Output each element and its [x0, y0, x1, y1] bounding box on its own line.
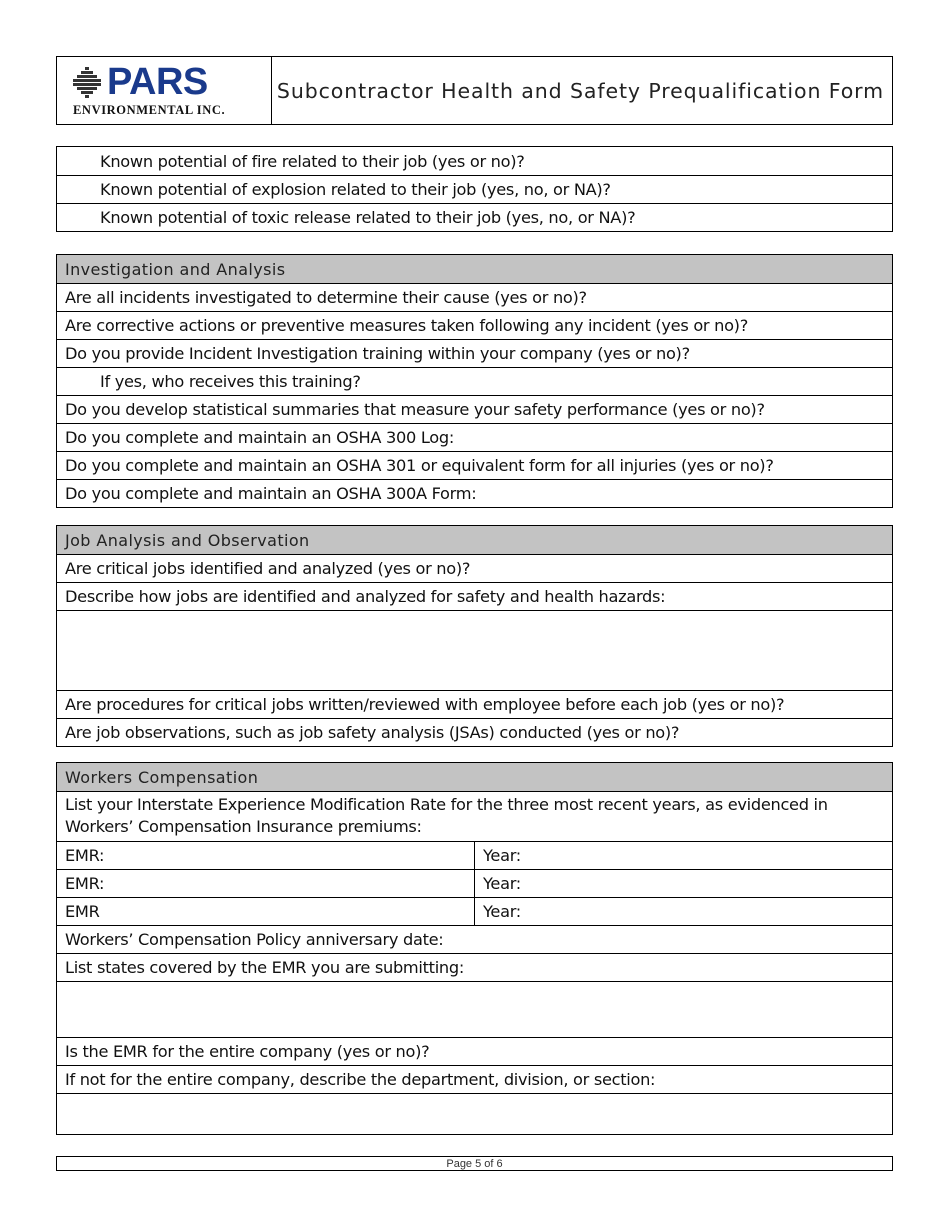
pars-logo-icon — [71, 66, 107, 102]
question-row[interactable]: Are critical jobs identified and analyzed (yes or no)? — [57, 554, 892, 582]
question-row[interactable]: Do you provide Incident Investigation training within your company (yes or no)? — [57, 339, 892, 367]
emr-field[interactable]: EMR: — [57, 842, 475, 869]
question-row[interactable]: Are job observations, such as job safety analysis (JSAs) conducted (yes or no)? — [57, 718, 892, 746]
section-heading: Investigation and Analysis — [57, 255, 892, 283]
question-row[interactable]: Do you complete and maintain an OSHA 301 or equivalent form for all injuries (yes or no)? — [57, 451, 892, 479]
year-field[interactable]: Year: — [483, 874, 521, 893]
investigation-section — [56, 254, 893, 508]
workers-comp-section — [56, 762, 893, 1135]
question-row[interactable]: If not for the entire company, describe the department, division, or section: — [57, 1065, 892, 1093]
company-logo — [57, 57, 272, 124]
logo-name: PARS — [107, 61, 208, 103]
emr-field[interactable]: EMR: — [57, 870, 475, 897]
question-row[interactable]: List your Interstate Experience Modification Rate for the three most recent years, as evidenced in Workers’ Compensation Insurance premiums: — [57, 791, 892, 841]
question-row[interactable]: Workers’ Compensation Policy anniversary date: — [57, 925, 892, 953]
answer-area[interactable] — [57, 1093, 892, 1134]
logo-subtitle: ENVIRONMENTAL INC. — [73, 103, 226, 117]
emr-field[interactable]: EMR — [57, 898, 475, 925]
year-field[interactable]: Year: — [483, 846, 521, 865]
hazards-table — [56, 146, 893, 232]
emr-row — [57, 897, 892, 925]
emr-row — [57, 841, 892, 869]
hazard-fire-row[interactable]: Known potential of fire related to their job (yes or no)? — [100, 151, 525, 171]
hazard-explosion-row[interactable]: Known potential of explosion related to their job (yes, no, or NA)? — [57, 175, 892, 203]
question-row[interactable]: Do you complete and maintain an OSHA 300A Form: — [57, 479, 892, 507]
answer-area[interactable] — [57, 981, 892, 1037]
question-row[interactable]: Are corrective actions or preventive measures taken following any incident (yes or no)? — [57, 311, 892, 339]
question-row[interactable]: Are all incidents investigated to determine their cause (yes or no)? — [57, 283, 892, 311]
hazard-toxic-row[interactable]: Known potential of toxic release related to their job (yes, no, or NA)? — [57, 203, 892, 231]
form-header — [56, 56, 893, 125]
page-number: Page 5 of 6 — [56, 1156, 893, 1171]
question-row[interactable]: Describe how jobs are identified and analyzed for safety and health hazards: — [57, 582, 892, 610]
emr-row — [57, 869, 892, 897]
section-heading: Job Analysis and Observation — [57, 526, 892, 554]
job-analysis-section — [56, 525, 893, 747]
question-row[interactable]: If yes, who receives this training? — [57, 367, 892, 395]
question-row[interactable]: Do you develop statistical summaries that measure your safety performance (yes or no)? — [57, 395, 892, 423]
year-field[interactable]: Year: — [483, 902, 521, 921]
answer-area[interactable] — [57, 610, 892, 690]
question-row[interactable]: Is the EMR for the entire company (yes or no)? — [57, 1037, 892, 1065]
question-row[interactable]: List states covered by the EMR you are submitting: — [57, 953, 892, 981]
question-row[interactable]: Are procedures for critical jobs written/reviewed with employee before each job (yes or no)? — [57, 690, 892, 718]
section-heading: Workers Compensation — [57, 763, 892, 791]
question-row[interactable]: Do you complete and maintain an OSHA 300 Log: — [57, 423, 892, 451]
form-title: Subcontractor Health and Safety Prequalification Form — [276, 78, 884, 103]
